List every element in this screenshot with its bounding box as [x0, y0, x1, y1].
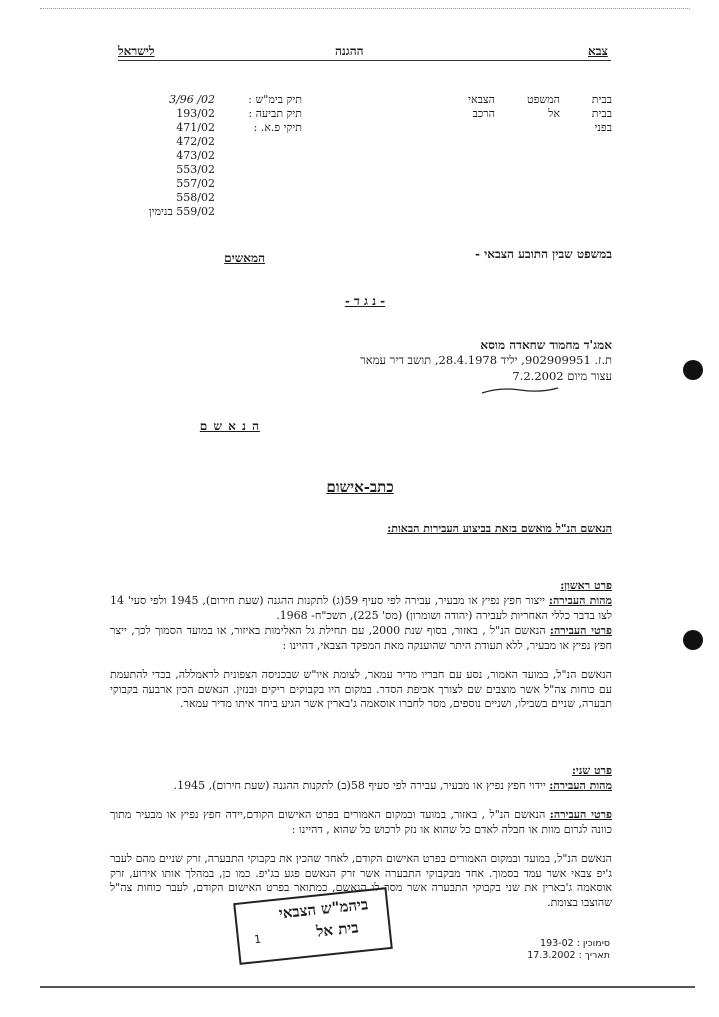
defendant-detention: עצור מיום 7.2.2002: [512, 369, 612, 383]
plaintiff-role: המאשים: [224, 251, 265, 265]
count2-nature: מהות העבירה: יידוי חפץ נפיץ או מבעיר, עבירה לפי סעיף 58(ב) לתקנות ההגנה (שעת חירום), 1945.: [173, 779, 612, 792]
header-rule: [118, 60, 611, 61]
footer-date: תאריך : 17.3.2002: [527, 950, 610, 961]
header-center: ההגנה: [335, 44, 364, 58]
count2-body: הנאשם הנ"ל, במועד ובמקום האמורים בפרט האישום הקודם, לאחר שהכין את בקבוקי התבערה, זרק שניים מהם לעבר ג'יפ צבאי אשר עמד בסמוך. אחד מבקבוקי התבערה אשר זרק הנאשם פגע בג'יפ. כמו כן, במהלך אותו אירוע, זרק אוסאמה ג'בארין את שני בקבוקי התבערה אשר מסר לו הנאשם, כמתואר בפרט האישום הקודם, לעבר כוחות צה"ל שהוצבו בצומת.: [110, 852, 612, 909]
scan-top-line: [40, 8, 690, 9]
count1-details: פרטי העבירה: הנאשם הנ"ל , באזור, בסוף שנת 2000, עם תחילת גל האלימות באיזור, או במועד הסמוך לכך, ייצר חפץ נפיץ או מבעיר, ללא תעודת היתר שהוענקה מאת המפקד הצבאי, דהיינו :: [110, 624, 613, 652]
file-numbers: 3/96 /02 193/02 471/02 472/02 473/02 553/02 557/02 558/02 559/02 בנימין: [148, 93, 215, 218]
count1-heading: פרט ראשון:: [560, 579, 612, 592]
court-col-1: בבית בבית בפני: [591, 93, 612, 134]
court-stamp: ביהמ"ש הצבאי בית אל 1: [233, 887, 393, 965]
plaintiff-line: במשפט שבין התובע הצבאי -: [474, 247, 612, 261]
punch-hole-top: [683, 360, 703, 380]
count1-nature: מהות העבירה: ייצור חפץ נפיץ או מבעיר, עבירה לפי סעיף 59(ג) לתקנות ההגנה (שעת חירום), 1945 ולפי סעי' 14 לצו בדבר כללי האחריות לעבירה (יהודה ושומרון) (מס' 225), תשכ"ח- 1968.: [110, 594, 612, 622]
count2-details: פרטי העבירה: הנאשם הנ"ל , באזור, במועד ובמקום האמורים בפרט האישום הקודם,יידה חפץ נפיץ או מבעיר מתוך כוונה לגרום מוות או חבלה לאדם כל שהוא או נזק לרכוש כל שהוא , דהיינו :: [110, 808, 613, 836]
handwritten-underline: [480, 384, 560, 398]
count2-heading: פרט שני:: [571, 764, 612, 777]
court-col-2: המשפט אל: [526, 93, 560, 120]
defendant-name: אמג'ד מחמוד שחאדה מוסא: [480, 338, 612, 352]
intro-line: הנאשם הנ"ל מואשם בזאת בביצוע העבירות הבאות:: [387, 522, 612, 535]
header-left: לישראל: [118, 44, 155, 58]
scan-bottom-rule: [40, 986, 695, 988]
count1-body: הנאשם הנ"ל, במועד האמור, נסע עם חבריו מדיר עמאר, לצומת איו"ש שבכניסה הצפונית לראמללה, בכדי להתעמת עם כוחות צה"ל אשר מוצבים שם לצורך אכיפת הסדר. במקום היו בקבוקים ריקים ובנזין. הנאשם הכין ארבעה בקבוקי תבערה, שניים בשבילו, ושניים נוספים, מסר לחברו אוסאמה ג'בארין אשר הגיע ביחד איתו מדיר עמאר.: [110, 668, 612, 711]
versus-label: - נ ג ד -: [344, 294, 386, 308]
footer-ref: סימוכין : 193-02: [540, 938, 610, 949]
file-labels: תיק בימ"ש : תיק תביעה : תיקי פ.א. :: [248, 93, 302, 134]
court-col-3: הצבאי הרכב: [468, 93, 495, 120]
document-title: כתב-אישום: [326, 478, 394, 496]
defendant-details: ת.ז. 902909951, יליד 28.4.1978, תושב דיר עמאר: [360, 353, 612, 367]
punch-hole-bottom: [683, 630, 703, 650]
header-right: צבא: [588, 44, 608, 58]
defendant-role: ה נ א ש ם: [199, 419, 260, 433]
